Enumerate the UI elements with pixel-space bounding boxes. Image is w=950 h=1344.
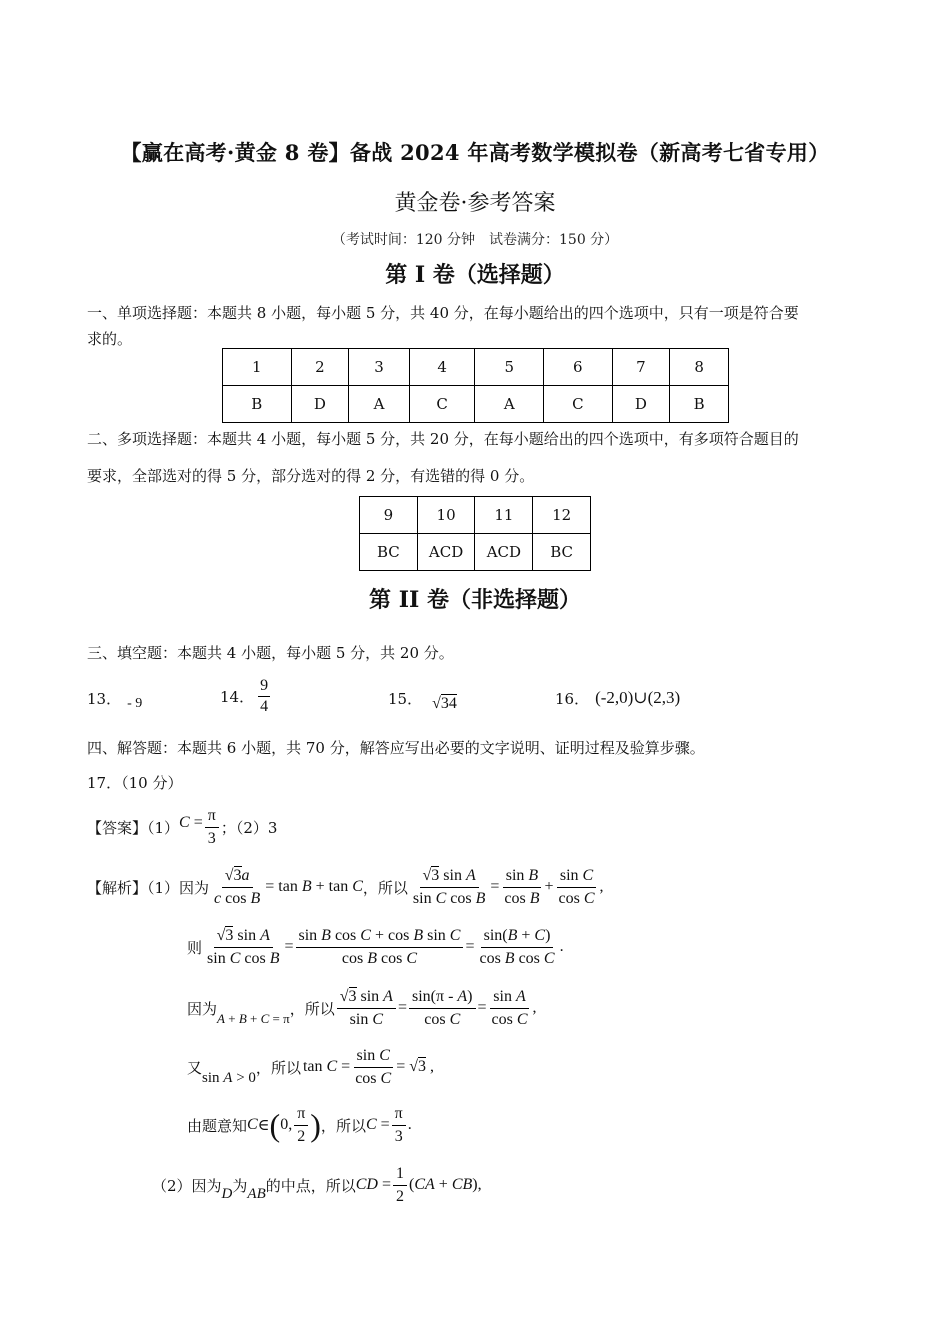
so-label: 所以 <box>270 1058 301 1077</box>
q17-answer: 【答案】（1） C = $\frac{\pi}{3}$ ；（2）3 <box>87 806 278 847</box>
multiple-choice-answer-table <box>359 496 591 571</box>
answer-cell: ACD <box>417 534 475 571</box>
section1-instructions-line1: 一、单项选择题：本题共 8 小题，每小题 5 分，共 40 分，在每小题给出的四个选项中，只有一项是符合要 <box>87 304 799 322</box>
exam-meta: （考试时间：120 分钟 试卷满分：150 分） <box>331 232 619 248</box>
question-number-cell: 6 <box>544 349 613 386</box>
because-label: 因为 <box>187 999 218 1018</box>
answer-cell: D <box>291 386 349 423</box>
answer-label: 【答案】（1） <box>87 818 180 837</box>
question-number: 13． <box>87 689 122 708</box>
radicand: 34 <box>440 695 457 712</box>
fraction-numerator: 9 <box>258 676 270 697</box>
question-number-cell: 1 <box>223 349 292 386</box>
question-number-cell: 11 <box>475 497 533 534</box>
question-number-cell: 3 <box>349 349 410 386</box>
single-choice-answer-table <box>222 348 729 423</box>
fill-answer-14 <box>220 674 272 718</box>
question-number-cell: 12 <box>533 497 591 534</box>
analysis-part2-line: （2）因为 D 为 AB 的中点，所以 CD = $\frac{1}{2}$ (CA + CB), <box>152 1164 482 1205</box>
answer-cell: C <box>409 386 475 423</box>
so-label: 所以 <box>304 999 335 1018</box>
analysis-line-5: 由题意知 C ∈ ( 0, π 2 ) ， 所以 C = $\frac{\pi}{3}$ . <box>187 1104 412 1145</box>
analysis-line-1: 【解析】（1）因为 $\frac{√3a}{\text{c cos B}}$ = tan B + tan C ， 所以 $\frac{\text{√3 sin A}}{\text{sin C cos B}}$ = $\frac{\text{sin B}}{\text{cos B}}$ + $\frac{\text{sin C}}{\text{cos C}}$ , <box>87 866 604 907</box>
table-row <box>360 534 591 571</box>
question-number-cell: 4 <box>409 349 475 386</box>
section4-instructions: 四、解答题：本题共 6 小题，共 70 分，解答应写出必要的文字说明、证明过程及验算步骤。 <box>87 739 705 757</box>
answer-value: (-2,0)∪(2,3) <box>595 688 681 707</box>
is-label: 为 <box>232 1176 248 1195</box>
table-row <box>360 497 591 534</box>
document-title: 【赢在高考·黄金 8 卷】备战 2024 年高考数学模拟卷（新高考七省专用） <box>120 140 830 165</box>
question-number-cell: 7 <box>612 349 670 386</box>
table-row <box>223 349 729 386</box>
question-number: 14． <box>220 687 255 706</box>
question-number: 16． <box>555 689 590 708</box>
answer-cell: D <box>612 386 670 423</box>
answer-part2: ；（2）3 <box>220 818 278 837</box>
answer-sqrt: √34 <box>432 695 457 712</box>
analysis-line-3: 因为 A + B + C = π ， 所以 $\frac{\text{√3 sin A}}{\text{sin C}}$ = $\frac{\sin(\pi - A)}{\text{cos C}}$ = $\frac{\text{sin A}}{\text{cos C}}$ , <box>187 987 537 1028</box>
answer-cell: A <box>475 386 544 423</box>
analysis-line-4: 又 sin A > 0 ， 所以 tan C = $\frac{\text{sin C}}{\text{cos C}}$ = √3 , <box>187 1046 435 1087</box>
answer-cell: BC <box>533 534 591 571</box>
analysis-label: 【解析】（1）因为 <box>87 878 210 897</box>
fill-answer-15 <box>388 676 457 720</box>
table-row <box>223 386 729 423</box>
question-number-cell: 9 <box>360 497 418 534</box>
section2-instructions-line2: 要求，全部选对的得 5 分，部分选对的得 2 分，有选错的得 0 分。 <box>87 467 535 485</box>
answer-cell: B <box>670 386 729 423</box>
so-label: 所以 <box>377 878 408 897</box>
also-label: 又 <box>187 1058 203 1077</box>
section2-instructions-line1: 二、多项选择题：本题共 4 小题，每小题 5 分，共 20 分，在每小题给出的四个选项中，有多项符合题目的 <box>87 430 799 448</box>
from-problem-label: 由题意知 <box>187 1116 248 1135</box>
part2-because-label: （2）因为 <box>152 1176 222 1195</box>
fill-answer-13 <box>87 676 142 720</box>
analysis-line-2: 则 $\frac{\text{√3 sin A}}{\text{sin C cos B}}$ = $\frac{\text{sin B cos C + cos B sin C}}{\text{cos B cos C}}$ = $\frac{\sin(B + C)}{\text{cos B cos C}}$ . <box>187 926 564 967</box>
answer-value: - 9 <box>127 696 143 711</box>
fraction-denominator: 4 <box>260 697 269 715</box>
fill-answer-16 <box>555 676 680 720</box>
question-number-cell: 8 <box>670 349 729 386</box>
question-number: 15． <box>388 689 423 708</box>
section1-instructions-line2: 求的。 <box>87 330 133 348</box>
document-subtitle: 黄金卷·参考答案 <box>394 191 556 216</box>
answer-cell: BC <box>360 534 418 571</box>
question-number-cell: 10 <box>417 497 475 534</box>
question-number-cell: 2 <box>291 349 349 386</box>
part2-heading: 第 II 卷（非选择题） <box>369 587 581 613</box>
section3-instructions: 三、填空题：本题共 4 小题，每小题 5 分，共 20 分。 <box>87 644 454 662</box>
so-label: 所以 <box>335 1116 366 1135</box>
part1-heading: 第 I 卷（选择题） <box>385 262 565 288</box>
answer-cell: ACD <box>475 534 533 571</box>
answer-cell: B <box>223 386 292 423</box>
answer-cell: C <box>544 386 613 423</box>
midpoint-label: 的中点，所以 <box>265 1176 356 1195</box>
question-number-cell: 5 <box>475 349 544 386</box>
answer-cell: A <box>349 386 410 423</box>
question-17-label: 17．（10 分） <box>87 774 183 792</box>
answer-fraction <box>258 676 270 717</box>
then-label: 则 <box>187 938 203 957</box>
